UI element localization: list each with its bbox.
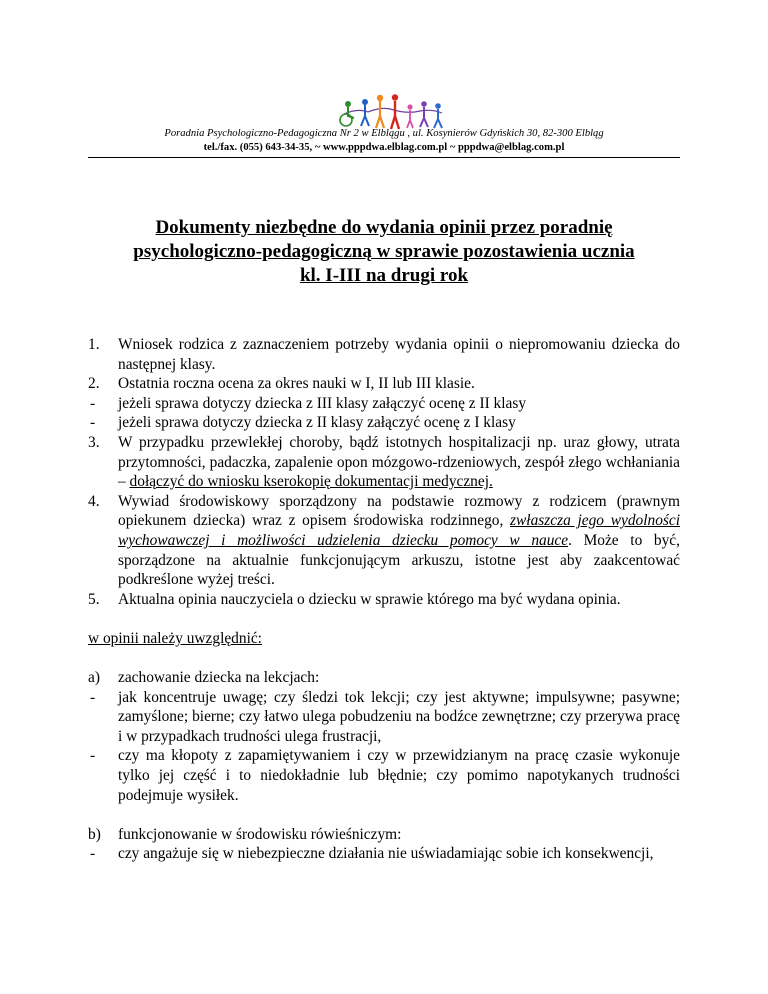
section-b-label <box>88 825 680 845</box>
list-item-text: jeżeli sprawa dotyczy dziecka z II klasy załączyć ocenę z I klasy <box>118 414 516 432</box>
list-item-text-after: . Może to być, sporządzone na aktualnie funkcjonującym arkuszu, istotne jest aby zaakcentować podkreślone wyżej treści. <box>118 531 680 589</box>
section-a-label <box>88 668 680 688</box>
section-marker: a) <box>88 669 100 687</box>
list-item-5 <box>88 590 680 610</box>
list-item-text: czy angażuje się w niebezpieczne działania nie uświadamiając sobie ich konsekwencji, <box>118 845 654 863</box>
section-a-dash-1 <box>88 688 680 747</box>
list-marker: - <box>90 414 96 432</box>
title-line-1: Dokumenty niezbędne do wydania opinii przez poradnię <box>155 217 613 238</box>
list-marker: - <box>90 747 96 765</box>
list-item-3 <box>88 433 680 492</box>
list-marker: 4. <box>88 492 100 510</box>
list-item-emphasis-text: zwłaszcza jego wydolności wychowawczej i możliwości udzielenia dziecku pomocy w nauce <box>118 512 680 549</box>
title-line-3: kl. I-III na drugi rok <box>299 265 469 286</box>
list-marker: - <box>90 688 96 706</box>
section-heading: w opinii należy uwzględnić: <box>88 629 262 647</box>
document-body <box>88 335 680 864</box>
title-line-2: psychologiczno-pedagogiczną w sprawie pozostawienia ucznia <box>133 241 635 262</box>
spacer <box>88 609 680 629</box>
list-marker: 5. <box>88 590 100 608</box>
children-holding-hands-icon <box>338 94 446 130</box>
section-label-text: funkcjonowanie w środowisku rówieśniczym: <box>118 825 402 843</box>
list-dash-1 <box>88 394 680 414</box>
section-b-dash-1 <box>88 844 680 864</box>
spacer <box>88 649 680 669</box>
spacer <box>88 805 680 825</box>
list-item-underlined-text: dołączyć do wniosku kserokopię dokumentacji medycznej. <box>129 473 493 491</box>
header-divider <box>88 157 680 158</box>
section-label-text: zachowanie dziecka na lekcjach: <box>118 669 320 687</box>
list-marker: 3. <box>88 433 100 451</box>
list-item-text: jeżeli sprawa dotyczy dziecka z III klasy załączyć ocenę z II klasy <box>118 394 527 412</box>
list-item-text: Wniosek rodzica z zaznaczeniem potrzeby wydania opinii o niepromowaniu dziecka do następnej klasy. <box>118 336 680 373</box>
section-marker: b) <box>88 825 101 843</box>
header-contact: tel./fax. (055) 643-34-35, ~ www.pppdwa.elblag.com.pl ~ pppdwa@elblag.com.pl <box>203 142 565 153</box>
list-item-text: czy ma kłopoty z zapamiętywaniem i czy w przewidzianym na pracę czasie wykonuje tylko jej część i to niedokładnie lub błędnie; czy pomimo napotykanych trudności podejmuje wysiłek. <box>118 747 680 804</box>
list-item-text: Ostatnia roczna ocena za okres nauki w I, II lub III klasie. <box>118 375 475 393</box>
list-item-text: Wywiad środowiskowy sporządzony na podstawie rozmowy z rodzicem (prawnym opiekunem dziecka) wraz z opisem środowiska rodzinnego, <box>118 492 680 530</box>
list-item-text: jak koncentruje uwagę; czy śledzi tok lekcji; czy jest aktywne; impulsywne; pasywne; zamyślone; bierne; czy łatwo ulega pobudzeniu na bodźce zewnętrzne; czy przerywa pracę i w przypadkach trudności ulega frustracji, <box>118 688 680 745</box>
list-dash-2 <box>88 413 680 433</box>
list-marker: 1. <box>88 336 100 353</box>
list-item-4 <box>88 492 680 590</box>
list-marker: 2. <box>88 375 100 393</box>
list-marker: - <box>90 394 96 412</box>
document-title <box>88 216 680 288</box>
list-item-2 <box>88 374 680 394</box>
list-item-text: W przypadku przewlekłej choroby, bądź istotnych hospitalizacji np. uraz głowy, utrata przytomności, padaczka, zapalenie opon mózgowo-rdzeniowych, zespół złego wchłaniania – <box>118 433 680 491</box>
section-a-dash-2 <box>88 746 680 805</box>
header-address: Poradnia Psychologiczno-Pedagogiczna Nr 2 w Elblągu , ul. Kosynierów Gdyńskich 30, 82-300 Elbląg <box>164 128 604 139</box>
list-item-1 <box>88 335 680 374</box>
list-item-text: Aktualna opinia nauczyciela o dziecku w sprawie którego ma być wydana opinia. <box>118 590 621 608</box>
list-marker: - <box>90 845 96 863</box>
